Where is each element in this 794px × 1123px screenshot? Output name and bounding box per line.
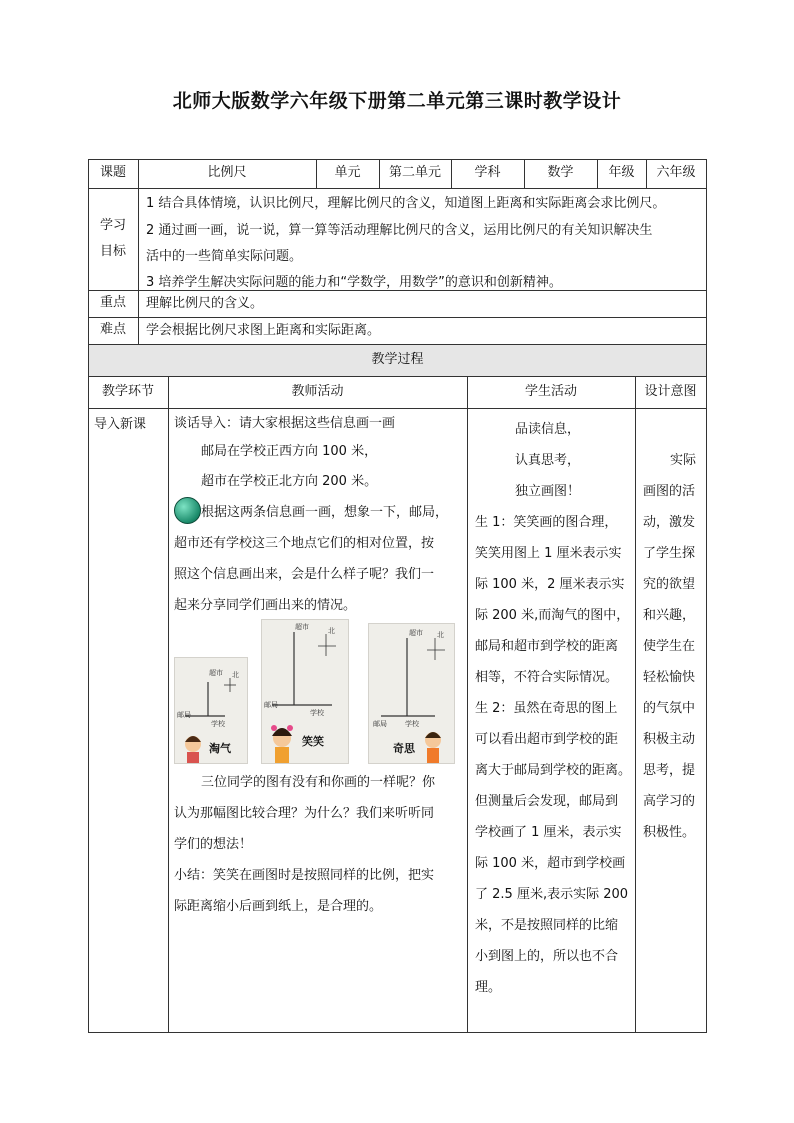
teacher-line: 谈话导入：请大家根据这些信息画一画 — [174, 416, 396, 431]
topic-label: 课题 — [99, 165, 126, 181]
grade-label: 年级 — [608, 165, 635, 181]
table-line — [88, 290, 707, 291]
unit-label: 单元 — [334, 165, 361, 181]
design-line: 实际 — [670, 453, 697, 468]
drawing-label: 学校 — [310, 709, 324, 717]
student-line: 生 2：虽然在奇思的图上 — [475, 701, 618, 716]
design-line: 和兴趣， — [643, 608, 696, 623]
design-line: 画图的活 — [643, 484, 696, 499]
student-line: 小到图上的，所以也不合 — [475, 949, 619, 964]
drawing-label: 超市 — [295, 623, 309, 631]
document-title: 北师大版数学六年级下册第二单元第三课时教学设计 — [172, 90, 622, 112]
drawing-label: 北 — [328, 627, 335, 635]
teacher-line: 照这个信息画出来，会是什么样子呢？我们一 — [174, 567, 435, 582]
drawing-label: 邮局 — [177, 711, 191, 719]
table-line — [467, 376, 468, 1033]
drawing-label: 邮局 — [373, 720, 387, 728]
design-line: 轻松愉快 — [643, 670, 696, 685]
goal-line: 1 结合具体情境，认识比例尺，理解比例尺的含义，知道图上距离和实际距离会求比例尺。 — [146, 196, 666, 211]
goal-line: 2 通过画一画，说一说，算一算等活动理解比例尺的含义，运用比例尺的有关知识解决生 — [146, 223, 653, 238]
design-line: 动，激发 — [643, 515, 696, 530]
difficulty-text: 学会根据比例尺求图上距离和实际距离。 — [146, 323, 381, 338]
stage-name: 导入新课 — [94, 417, 147, 432]
design-line: 了学生探 — [643, 546, 696, 561]
design-line: 积极主动 — [643, 732, 696, 747]
column-design: 设计意图 — [644, 383, 697, 399]
drawing-caption: 奇思 — [393, 742, 415, 755]
student-line: 生 1：笑笑画的图合理， — [475, 515, 618, 530]
student-line: 际 100 米，2 厘米表示实 — [475, 577, 625, 592]
teacher-line: 超市在学校正北方向 200 米。 — [201, 474, 378, 489]
student-drawing-taoqi — [174, 657, 248, 764]
student-line: 际 200 米,而淘气的图中， — [475, 608, 630, 623]
column-student: 学生活动 — [524, 383, 577, 399]
teacher-line: 邮局在学校正西方向 100 米， — [201, 444, 378, 459]
teacher-line: 根据这两条信息画一画，想象一下，邮局， — [201, 505, 449, 520]
subject-value: 数学 — [547, 165, 574, 181]
student-line: 独立画图！ — [515, 484, 581, 499]
student-line: 可以看出超市到学校的距 — [475, 732, 619, 747]
table-border-bottom — [88, 1032, 707, 1033]
goal-line: 3 培养学生解决实际问题的能力和“学数学，用数学”的意识和创新精神。 — [146, 275, 562, 290]
teacher-line: 际距离缩小后画到纸上，是合理的。 — [174, 899, 383, 914]
difficulty-label: 难点 — [99, 322, 126, 338]
teacher-line: 三位同学的图有没有和你画的一样呢？你 — [201, 775, 436, 790]
goals-label-1: 学习 — [99, 218, 126, 233]
student-drawing-qisi — [368, 623, 455, 764]
student-line: 相等，不符合实际情况。 — [475, 670, 619, 685]
student-line: 笑笑用图上 1 厘米表示实 — [475, 546, 622, 561]
drawing-label: 超市 — [409, 629, 423, 637]
key-point-label: 重点 — [99, 295, 126, 311]
student-line: 了 2.5 厘米,表示实际 200 — [475, 887, 629, 902]
table-border-right — [706, 159, 707, 1033]
student-line: 离大于邮局到学校的距离。 — [475, 763, 632, 778]
teacher-line: 认为那幅图比较合理？为什么？我们来听听同 — [174, 806, 435, 821]
goal-line: 活中的一些简单实际问题。 — [146, 249, 303, 264]
teacher-line: 超市还有学校这三个地点它们的相对位置，按 — [174, 536, 435, 551]
drawing-label: 邮局 — [264, 701, 278, 709]
teacher-line: 起来分享同学们画出来的情况。 — [174, 598, 357, 613]
drawing-label: 北 — [437, 631, 444, 639]
drawing-caption: 淘气 — [209, 742, 231, 755]
student-line: 认真思考， — [515, 453, 581, 468]
student-line: 邮局和超市到学校的距离 — [475, 639, 619, 654]
drawing-caption: 笑笑 — [302, 735, 324, 748]
design-line: 的气氛中 — [643, 701, 696, 716]
goals-label-2: 目标 — [99, 244, 126, 259]
student-line: 米，不是按照同样的比缩 — [475, 918, 619, 933]
drawing-label: 超市 — [209, 669, 223, 677]
drawing-label: 北 — [232, 671, 239, 679]
key-point-text: 理解比例尺的含义。 — [146, 296, 264, 311]
student-line: 学校画了 1 厘米，表示实 — [475, 825, 622, 840]
design-line: 究的欲望 — [643, 577, 696, 592]
column-teacher: 教师活动 — [291, 383, 344, 399]
drawing-label: 学校 — [211, 720, 225, 728]
subject-label: 学科 — [474, 165, 501, 181]
process-title: 教学过程 — [371, 351, 424, 367]
design-line: 使学生在 — [643, 639, 696, 654]
student-drawing-xiaoxiao — [261, 619, 349, 764]
design-line: 思考，提 — [643, 763, 696, 778]
table-line — [88, 408, 707, 409]
student-line: 品读信息， — [515, 422, 581, 437]
unit-value: 第二单元 — [388, 165, 441, 181]
drawing-label: 学校 — [405, 720, 419, 728]
teacher-line: 小结：笑笑在画图时是按照同样的比例，把实 — [174, 868, 435, 883]
table-line — [168, 376, 169, 1033]
table-line — [88, 188, 707, 189]
teacher-line: 学们的想法！ — [174, 837, 253, 852]
student-line: 但测量后会发现，邮局到 — [475, 794, 619, 809]
design-line: 积极性。 — [643, 825, 696, 840]
table-line — [88, 317, 707, 318]
student-line: 际 100 米，超市到学校画 — [475, 856, 626, 871]
design-line: 高学习的 — [643, 794, 696, 809]
grade-value: 六年级 — [656, 165, 696, 181]
table-line — [635, 376, 636, 1033]
column-stage: 教学环节 — [101, 383, 154, 399]
green-circle-icon — [174, 497, 201, 524]
student-line: 理。 — [475, 980, 502, 995]
topic-value: 比例尺 — [207, 165, 247, 181]
